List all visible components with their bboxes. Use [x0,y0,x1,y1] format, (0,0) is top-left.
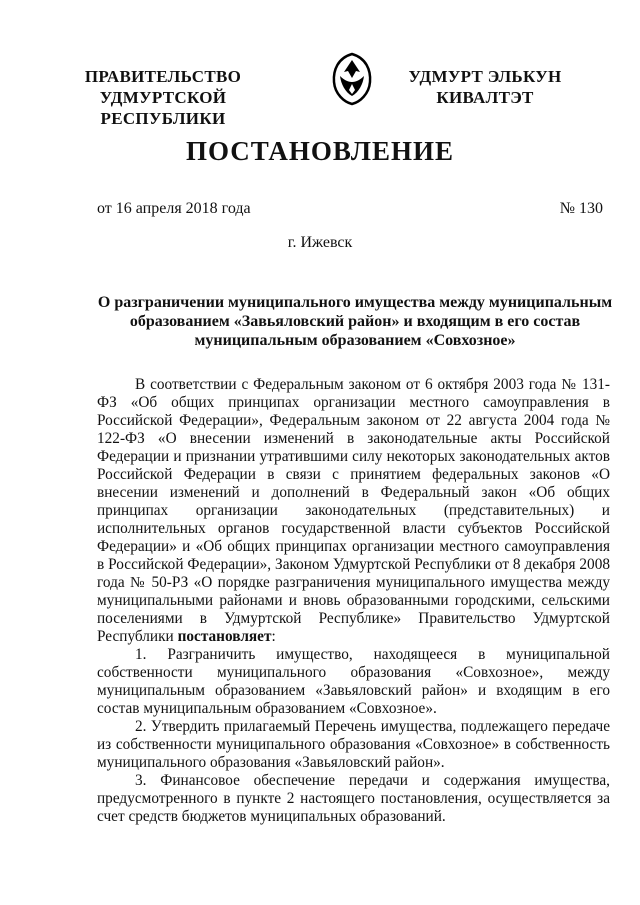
paragraph-item-1: 1. Разграничить имущество, находящееся в муниципальной собственности муниципального образования «Совхозное», между муниципальным образованием «Завьяловский район» и входящим в его состав муниципальным образованием «Совхозное». [97,646,610,717]
document-title-line3: муниципальным образованием «Совхозное» [194,332,516,349]
issuer-udmurt-line1: УДМУРТ ЭЛЬКУН [408,67,562,86]
paragraph-preamble [97,376,610,646]
resolves-keyword: постановляет [177,628,272,645]
document-body [97,376,610,826]
preamble-text: В соответствии с Федеральным законом от 6 октября 2003 года № 131-ФЗ «Об общих принципах организации местного самоуправления в Российской Федерации», Федеральным законом от 22 августа 2004 года № 122-ФЗ «О внесении изменений в законодательные акты Российской Федерации и признании утратившими силу некоторых законодательных актов Российской Федерации в связи с принятием федеральных законов «О внесении изменений и дополнений в Федеральный закон «Об общих принципах организации законодательных (представительных) и исполнительных органов государственной власти субъектов Российской Федерации» и «Об общих принципах организации местного самоуправления в Российской Федерации», Законом Удмуртской Республики от 8 декабря 2008 года № 50-РЗ «О порядке разграничения муниципального имущества между муниципальными районами и вновь образованными городскими, сельскими поселениями в Удмуртской Республике» Правительство Удмуртской Республики [97,376,610,645]
document-type-heading: ПОСТАНОВЛЕНИЕ [185,136,455,166]
document-date: от 16 апреля 2018 года [97,200,251,217]
issuer-russian-line2: УДМУРТСКОЙ РЕСПУБЛИКИ [99,88,227,128]
issuer-russian [48,66,278,129]
document-title-line2: образованием «Завьяловский район» и входящим в его состав [129,313,581,330]
document-place: г. Ижевск [287,234,353,251]
document-number: № 130 [559,200,603,217]
document-title [95,293,615,350]
paragraph-item-2: 2. Утвердить прилагаемый Перечень имущества, подлежащего передаче из собственности муниципального образования «Совхозное» в собственность муниципального образования «Завьяловский район». [97,718,610,771]
preamble-colon: : [271,628,276,645]
paragraph-item-3: 3. Финансовое обеспечение передачи и содержания имущества, предусмотренного в пункте 2 настоящего постановления, осуществляется за счет средств бюджетов муниципальных образований. [97,772,610,825]
issuer-russian-line1: ПРАВИТЕЛЬСТВО [84,67,242,86]
coat-of-arms-emblem-icon [330,52,374,106]
issuer-udmurt-line2: КИВАЛТЭТ [436,88,534,107]
document-title-line1: О разграничении муниципального имущества между муниципальным [97,294,613,311]
issuer-udmurt [370,66,600,108]
